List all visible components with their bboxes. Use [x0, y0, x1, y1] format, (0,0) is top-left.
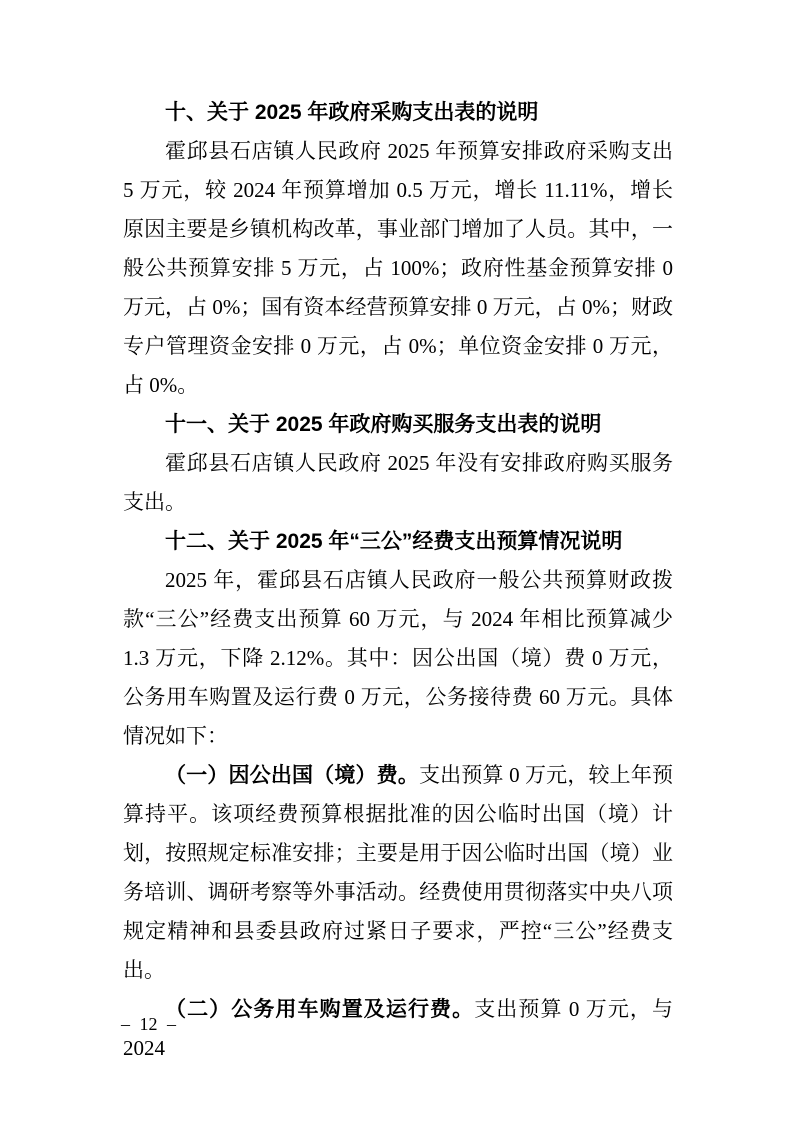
page-number: – 12 – — [121, 1014, 176, 1034]
item-2-text: 支出预算 0 万元，与 2024 — [123, 997, 674, 1060]
section-10-paragraph: 霍邱县石店镇人民政府 2025 年预算安排政府采购支出 5 万元，较 2024 年预算增加 0.5 万元，增长 11.11%，增长原因主要是乡镇机构改革，事业部门增加了人员。其中，一般公共预算安排 5 万元，占 100%；政府性基金预算安排 0 万元，占 0%；国有资本经营预算安排 0 万元，占 0%；财政专户管理资金安排 0 万元，占 0%；单位资金安排 0 万元，占 0%。 — [123, 139, 673, 397]
document-content — [123, 93, 673, 1068]
section-11-heading: 十一、关于 2025 年政府购买服务支出表的说明 — [165, 413, 602, 436]
section-12-item-1 — [123, 756, 673, 990]
section-12-heading: 十二、关于 2025 年“三公”经费支出预算情况说明 — [165, 530, 623, 553]
item-1-lead: （一）因公出国（境）费。 — [165, 764, 419, 787]
section-10-heading: 十、关于 2025 年政府采购支出表的说明 — [165, 101, 539, 124]
item-1-text: 支出预算 0 万元，较上年预算持平。该项经费预算根据批准的因公临时出国（境）计划，按照规定标准安排；主要是用于因公临时出国（境）业务培训、调研考察等外事活动。经费使用贯彻落实中央八项规定精神和县委县政府过紧日子要求，严控“三公”经费支出。 — [123, 763, 673, 982]
item-2-lead: （二）公务用车购置及运行费。 — [165, 998, 475, 1021]
section-12-intro-paragraph: 2025 年，霍邱县石店镇人民政府一般公共预算财政拨款“三公”经费支出预算 60 万元，与 2024 年相比预算减少 1.3 万元，下降 2.12%。其中：因公出国（境）费 0 万元，公务用车购置及运行费 0 万元，公务接待费 60 万元。具体情况如下： — [123, 568, 673, 748]
section-11-paragraph: 霍邱县石店镇人民政府 2025 年没有安排政府购买服务支出。 — [123, 451, 673, 514]
page-footer — [121, 1013, 176, 1035]
section-12-item-2 — [123, 990, 673, 1068]
